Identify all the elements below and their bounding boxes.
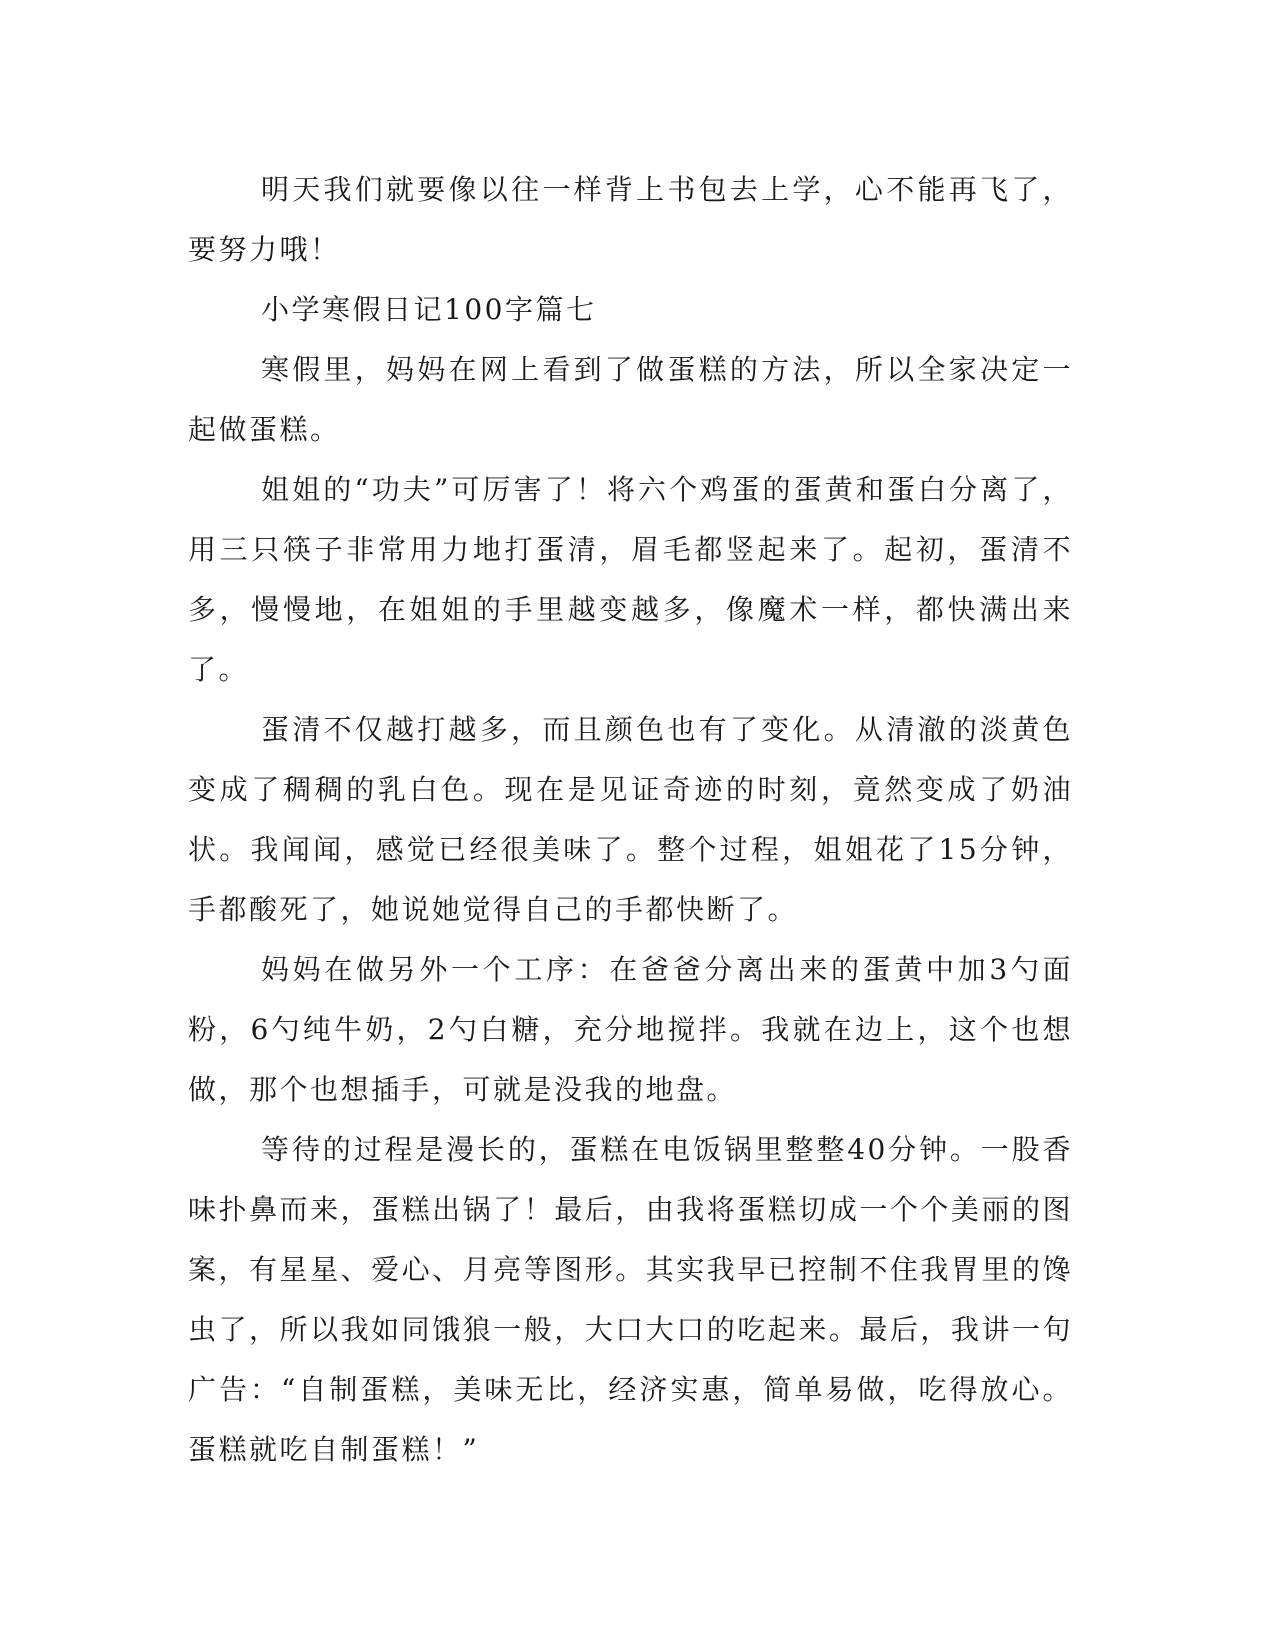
document-body xyxy=(188,160,1073,1480)
paragraph-6: 等待的过程是漫长的，蛋糕在电饭锅里整整40分钟。一股香味扑鼻而来，蛋糕出锅了！最后，由我将蛋糕切成一个个美丽的图案，有星星、爱心、月亮等图形。其实我早已控制不住我胃里的馋虫了，所以我如同饿狼一般，大口大口的吃起来。最后，我讲一句广告：“自制蛋糕，美味无比，经济实惠，简单易做，吃得放心。蛋糕就吃自制蛋糕！” xyxy=(188,1133,1073,1466)
paragraph-5: 妈妈在做另外一个工序：在爸爸分离出来的蛋黄中加3勺面粉，6勺纯牛奶，2勺白糖，充分地搅拌。我就在边上，这个也想做，那个也想插手，可就是没我的地盘。 xyxy=(188,953,1073,1106)
paragraph-2: 寒假里，妈妈在网上看到了做蛋糕的方法，所以全家决定一起做蛋糕。 xyxy=(188,353,1073,446)
paragraph-3: 姐姐的“功夫”可厉害了！将六个鸡蛋的蛋黄和蛋白分离了，用三只筷子非常用力地打蛋清，眉毛都竖起来了。起初，蛋清不多，慢慢地，在姐姐的手里越变越多，像魔术一样，都快满出来了。 xyxy=(188,473,1073,686)
paragraph-4: 蛋清不仅越打越多，而且颜色也有了变化。从清澈的淡黄色变成了稠稠的乳白色。现在是见证奇迹的时刻，竟然变成了奶油状。我闻闻，感觉已经很美味了。整个过程，姐姐花了15分钟，手都酸死了，她说她觉得自己的手都快断了。 xyxy=(188,713,1073,926)
section-heading: 小学寒假日记100字篇七 xyxy=(261,293,597,326)
paragraph-1: 明天我们就要像以往一样背上书包去上学，心不能再飞了，要努力哦！ xyxy=(188,173,1073,266)
